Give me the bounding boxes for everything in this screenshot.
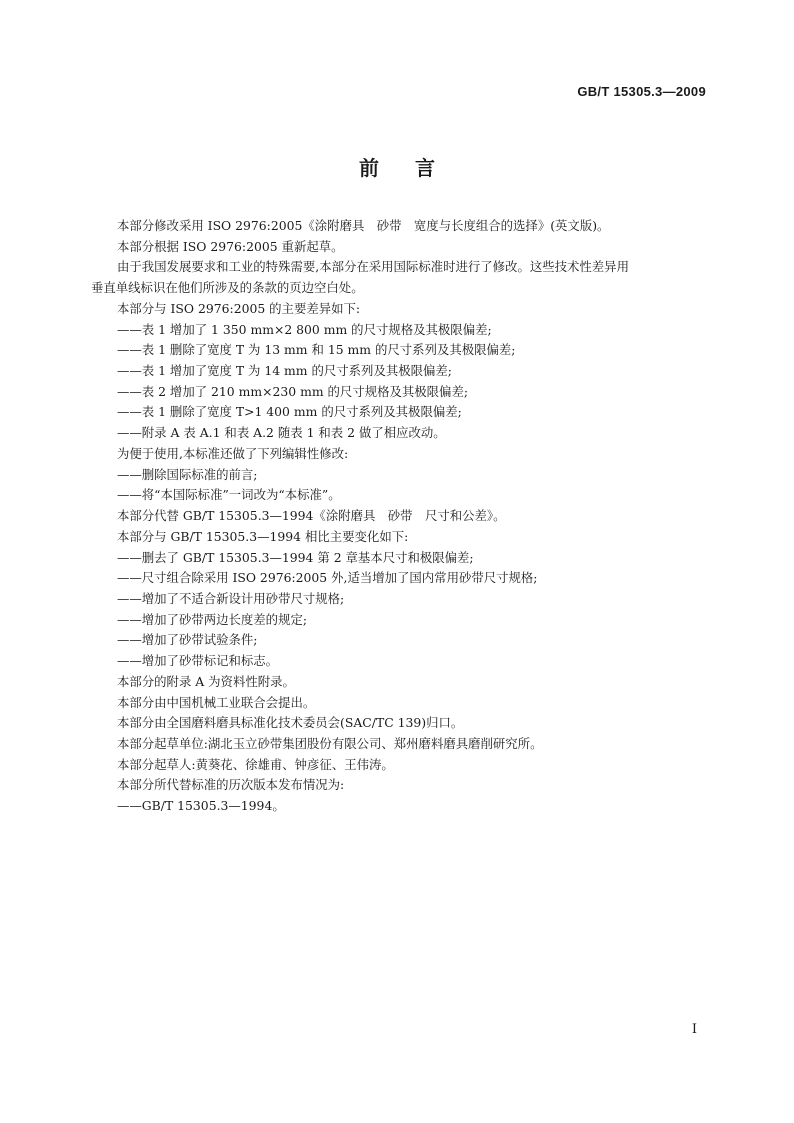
page-title bbox=[0, 152, 794, 181]
text-line: 本部分与 GB/T 15305.3—1994 相比主要变化如下: bbox=[117, 528, 409, 544]
text-line: ——表 1 增加了 1 350 mm×2 800 mm 的尺寸规格及其极限偏差; bbox=[117, 321, 492, 337]
page-number: I bbox=[691, 1022, 697, 1037]
text-line: 本部分代替 GB/T 15305.3—1994《涂附磨具 砂带 尺寸和公差》。 bbox=[117, 508, 506, 524]
title-char-2: 言 bbox=[415, 156, 435, 180]
text-line: 本部分的附录 A 为资料性附录。 bbox=[117, 673, 295, 689]
text-line: 本部分与 ISO 2976:2005 的主要差异如下: bbox=[117, 300, 361, 316]
text-line: 垂直单线标识在他们所涉及的条款的页边空白处。 bbox=[91, 280, 364, 296]
text-line: 本部分起草人:黄葵花、徐雄甫、钟彦征、王伟涛。 bbox=[117, 756, 394, 772]
text-line: 由于我国发展要求和工业的特殊需要,本部分在采用国际标准时进行了修改。这些技术性差异用 bbox=[117, 259, 629, 275]
text-line: ——表 1 删除了宽度 T 为 13 mm 和 15 mm 的尺寸系列及其极限偏差; bbox=[117, 342, 516, 358]
text-line: 本部分修改采用 ISO 2976:2005《涂附磨具 砂带 宽度与长度组合的选择》(英文版)。 bbox=[117, 218, 610, 233]
text-line: ——表 1 删除了宽度 T>1 400 mm 的尺寸系列及其极限偏差; bbox=[117, 404, 462, 420]
title-char-1: 前 bbox=[359, 156, 379, 180]
text-line: ——增加了砂带标记和标志。 bbox=[117, 653, 279, 669]
text-line: ——增加了不适合新设计用砂带尺寸规格; bbox=[117, 590, 345, 606]
text-line: 本部分由中国机械工业联合会提出。 bbox=[117, 694, 316, 710]
text-line: ——将“本国际标准”一词改为“本标准”。 bbox=[117, 487, 341, 503]
text-line: ——表 1 增加了宽度 T 为 14 mm 的尺寸系列及其极限偏差; bbox=[117, 363, 452, 379]
foreword-body bbox=[91, 216, 707, 817]
text-line: ——尺寸组合除采用 ISO 2976:2005 外,适当增加了国内常用砂带尺寸规格; bbox=[117, 570, 538, 586]
text-line: 本部分根据 ISO 2976:2005 重新起草。 bbox=[117, 238, 344, 254]
text-line: 本部分起草单位:湖北玉立砂带集团股份有限公司、郑州磨料磨具磨削研究所。 bbox=[117, 735, 543, 751]
text-line: ——附录 A 表 A.1 和表 A.2 随表 1 和表 2 做了相应改动。 bbox=[117, 425, 446, 441]
standard-code: GB/T 15305.3—2009 bbox=[577, 84, 706, 99]
text-line: ——删去了 GB/T 15305.3—1994 第 2 章基本尺寸和极限偏差; bbox=[117, 549, 474, 565]
text-line: 为便于使用,本标准还做了下列编辑性修改: bbox=[117, 445, 349, 461]
text-line: 本部分由全国磨料磨具标准化技术委员会(SAC/TC 139)归口。 bbox=[117, 715, 464, 731]
text-line: ——增加了砂带试验条件; bbox=[117, 632, 258, 648]
text-line: ——增加了砂带两边长度差的规定; bbox=[117, 611, 308, 627]
text-line: ——删除国际标准的前言; bbox=[117, 466, 258, 482]
text-line: ——表 2 增加了 210 mm×230 mm 的尺寸规格及其极限偏差; bbox=[117, 383, 469, 399]
text-line: ——GB/T 15305.3—1994。 bbox=[117, 798, 285, 814]
text-line: 本部分所代替标准的历次版本发布情况为: bbox=[117, 777, 345, 793]
